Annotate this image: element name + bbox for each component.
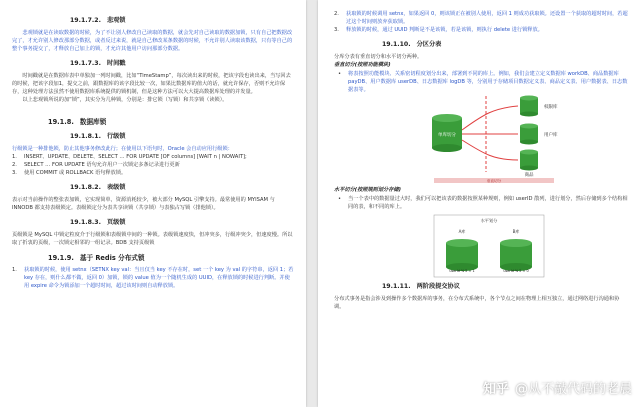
label-horizontal-split: 水平切分(按照规则划分存储) — [334, 187, 401, 193]
heading-sharding: 19.1.10. 分区分表 — [382, 41, 442, 48]
db-a-label: A库 — [458, 229, 466, 234]
db-b-icon — [500, 239, 532, 271]
horizontal-split-title: 水平划分 — [480, 218, 498, 223]
para-pessimistic-lock: 悲观锁就是在读取数据的时候，为了不让别人修改自己读取的数据，就会先对自己读取的数据加锁，只有自己把数据改完了，才允许别人修改那部分数据，或者反过来说，就是自己修改某条数据的时候，不允许别人读取该数据，只有等自己的整个事务提交了，才释放自己加上的锁，才允许其他用户访问那部分数据。 — [12, 30, 293, 52]
redis-lock-list — [12, 266, 294, 290]
heading-db-locks: 19.1.8. 数据库锁 — [48, 118, 107, 126]
para-two-phase-commit: 分布式事务是指会涉及到操作多个数据库的事务，在分布式系统中，各个节点之间在物理上相互独立，通过网络进行沟通和协调。 — [334, 296, 620, 310]
para-page-lock: 页级锁是 MySQL 中锁定粒度介于行级锁和表级锁中间的一种锁。表级锁速度快，但冲突多，行级冲突少，但速度慢。所以取了折衷的页级，一次锁定相邻的一组记录。BDB 支持页级锁 — [12, 232, 293, 246]
list-item — [334, 26, 628, 34]
list-number: 3. — [334, 27, 339, 33]
list-text: 释放锁的时候，通过 UUID 判断是不是该锁，若是该锁，则执行 delete 进行锁释放。 — [346, 27, 543, 33]
goods-db-icon — [520, 150, 538, 171]
right-page — [318, 0, 640, 407]
list-text: 获取锁的时候，使用 setnx（SETNX key val：当且仅当 key 不存在时，set 一个 key 为 val 的字符串，返回 1；若 key 存在，则什么都不做，返回 0）加锁，锁的 value 值为一个随机生成的 UUID，在释放锁的时候进行判断。并使用 expire 命令为锁添加一个超时时间，超过该时间则自动释放锁。 — [24, 267, 294, 289]
left-page — [0, 0, 306, 407]
para-timestamp: 时间戳就是在数据库表中单独加一列时间戳，比如“TimeStamp”，每次读出来的时候，把该字段也读出来，当写回去的时候，把该字段加1，提交之前，跟数据库的该字段比较一次，如果比数据库的值大的话，就允许保存，否则不允许保存，这种处理方法虽然不使用数据库系统提供的锁机制，但是这种方法可以大大提高数据库处理的并发量。 — [12, 73, 291, 95]
list-text: 获取锁的时候调用 setnx，如果返回 0，则该锁正在被别人使用，返回 1 则成功获取锁。还设置一个获取的超时时间，若超过这个时间则放弃获取锁。 — [346, 11, 628, 25]
bullet-horizontal-split: • 当一个表中的数据量过大时，我们可以把该表的数据按照某种规则，例如 userID 散列，进行划分，然后存储到多个结构相同的表，和不同的库上。 — [338, 196, 628, 210]
redis-lock-list-continued — [334, 10, 628, 34]
horizontal-split-diagram — [334, 211, 626, 281]
list-number: 3. — [12, 170, 17, 176]
db-b-rule: userId % 2 = 0 — [503, 269, 529, 273]
single-db-label: 单库切分 — [438, 133, 456, 138]
auth-db-icon — [520, 96, 538, 117]
list-number: 1. — [12, 154, 17, 160]
para-table-lock: 表示对当前操作的整张表加锁，它实现简单，资源消耗较少，被大部分 MySQL 引擎支持。最常使用的 MYISAM 与 INNODB 都支持表级锁定。表级锁定分为表共享读锁（共享锁）与表独占写锁（排他锁）。 — [12, 197, 275, 211]
heading-table-lock: 19.1.8.2. 表级锁 — [70, 184, 126, 191]
arrow-top — [462, 106, 518, 130]
list-number: 2. — [334, 11, 339, 17]
para-row-lock: 行级锁是一种排他锁，防止其他事务修改此行；在使用以下语句时，Oracle 会自动应用行级锁： — [12, 146, 233, 152]
user-db-label: 用户库 — [544, 133, 558, 138]
row-lock-list — [12, 153, 294, 177]
list-number: 2. — [12, 162, 17, 168]
list-item — [334, 10, 628, 26]
db-a-rule: userId % 2 = 1 — [449, 269, 475, 273]
auth-db-label: 权限库 — [544, 105, 558, 110]
list-text: INSERT、UPDATE、DELETE、SELECT … FOR UPDATE [OF columns] [WAIT n | NOWAIT]; — [24, 154, 247, 160]
list-number: 1. — [12, 267, 17, 273]
goods-db-label: 商品 — [524, 173, 534, 178]
para-lock-types: 以上悲观锁所说的加“锁”，其实分为几种锁，分别是：排它锁（写锁）和共享锁（读锁）。 — [22, 97, 228, 103]
list-item — [12, 153, 294, 161]
user-db-icon — [520, 124, 538, 145]
list-text: 使用 COMMIT 或 ROLLBACK 语句释放锁。 — [24, 170, 127, 176]
db-b-label: B库 — [512, 229, 520, 234]
heading-pessimistic-lock: 19.1.7.2. 悲观锁 — [70, 17, 126, 24]
list-item — [12, 266, 294, 290]
heading-timestamp: 19.1.7.3. 时间戳 — [70, 60, 126, 67]
heading-page-lock: 19.1.8.3. 页级锁 — [70, 219, 126, 226]
heading-redis-lock: 19.1.9. 基于 Redis 分布式锁 — [48, 254, 145, 262]
heading-two-phase-commit: 19.1.11. 两阶段提交协议 — [382, 283, 460, 290]
db-a-icon — [446, 239, 478, 271]
split-arrow-label: 垂直切分 — [486, 179, 502, 183]
list-text: SELECT … FOR UPDATE 语句允许用户一次锁定多条记录进行更新 — [24, 162, 180, 168]
label-vertical-split: 垂直切分(按照功能模块) — [334, 62, 391, 68]
watermark: 知乎 @从不敲代码的老晨 — [482, 382, 632, 397]
list-item — [12, 169, 294, 177]
list-item — [12, 161, 294, 169]
heading-row-lock: 19.1.8.1. 行级锁 — [70, 133, 126, 140]
arrow-bottom — [462, 140, 518, 160]
vertical-split-diagram — [334, 94, 626, 184]
bullet-vertical-split: • 将表按照功能模块、关系密切程度划分出来，部署到不同的库上。例如，我们会建立定义数据库 workDB、商品数据库 payDB、用户数据库 userDB、日志数据库 logDB 等，分别用于存储项目数据定义表、商品定义表、用户数据表、日志数据表等。 — [338, 71, 628, 93]
para-sharding: 分库分表有垂直切分和水平切分两种。 — [334, 54, 423, 60]
